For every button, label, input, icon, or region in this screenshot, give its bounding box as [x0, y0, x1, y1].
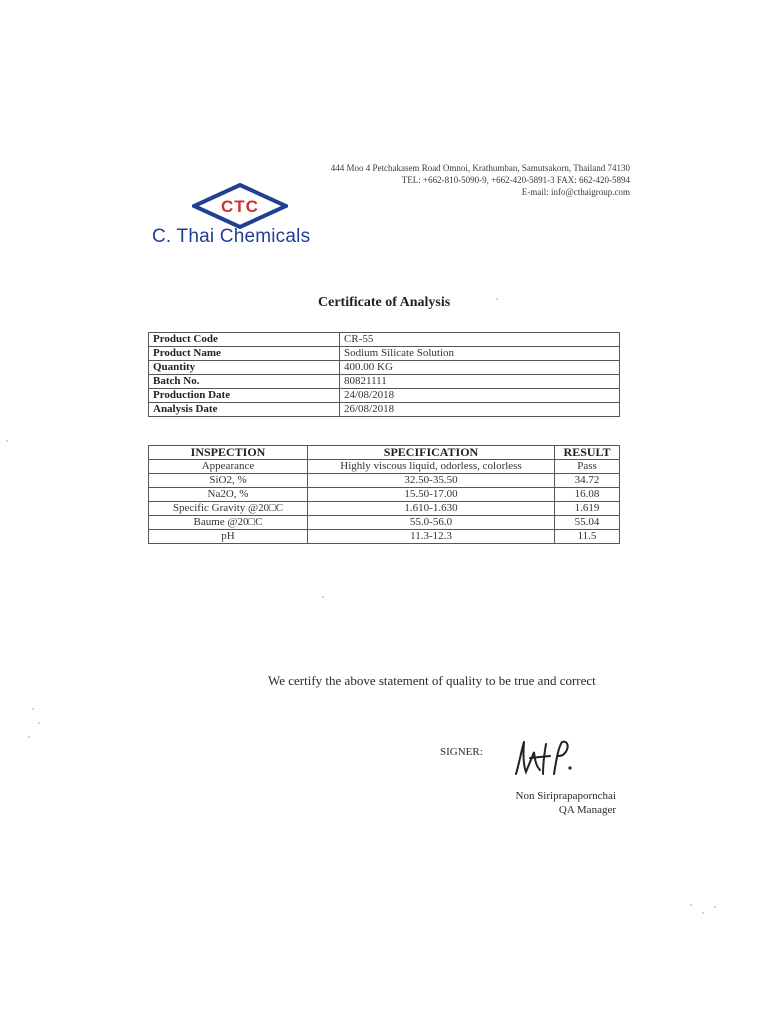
product-info-row	[149, 361, 620, 375]
spec-inspection-cell: Baume @20□C	[149, 516, 308, 530]
signer-position: QA Manager	[558, 804, 616, 816]
company-name: C. Thai Chemicals	[152, 226, 311, 247]
header-result: RESULT	[555, 446, 620, 460]
spec-table-row	[149, 502, 620, 516]
spec-table-header	[149, 446, 620, 460]
product-info-row	[149, 333, 620, 347]
contact-phone-fax: TEL: +662-810-5090-9, +662-420-5891-3 FAX: 662-420-5894	[401, 175, 630, 185]
scan-speck	[28, 736, 30, 738]
signer-info	[516, 789, 617, 817]
scan-speck	[322, 596, 324, 598]
signer-label: SIGNER:	[440, 746, 483, 758]
spec-result-cell: 55.04	[555, 516, 620, 530]
product-info-label: Analysis Date	[149, 403, 340, 417]
scan-speck	[6, 440, 8, 442]
document-title: Certificate of Analysis	[318, 295, 451, 310]
header-specification: SPECIFICATION	[308, 446, 555, 460]
spec-specification-cell: 55.0-56.0	[308, 516, 555, 530]
product-info-row	[149, 403, 620, 417]
spec-specification-cell: Highly viscous liquid, odorless, colorless	[308, 460, 555, 474]
spec-result-cell: 1.619	[555, 502, 620, 516]
product-info-label: Production Date	[149, 389, 340, 403]
spec-result-cell: 16.08	[555, 488, 620, 502]
spec-inspection-cell: Na2O, %	[149, 488, 308, 502]
product-info-value: 26/08/2018	[340, 403, 620, 417]
certification-statement: We certify the above statement of quality to be true and correct	[268, 673, 596, 688]
product-info-value: 24/08/2018	[340, 389, 620, 403]
spec-inspection-cell: Appearance	[149, 460, 308, 474]
product-info-label: Batch No.	[149, 375, 340, 389]
scan-speck	[496, 298, 498, 300]
product-info-value: 80821111	[340, 375, 620, 389]
spec-table-row	[149, 474, 620, 488]
product-info-value: CR-55	[340, 333, 620, 347]
product-info-row	[149, 347, 620, 361]
scan-speck	[702, 912, 704, 914]
scan-speck	[690, 904, 692, 906]
scan-speck	[38, 722, 40, 724]
ctc-logo-icon	[192, 183, 288, 229]
product-info-value: 400.00 KG	[340, 361, 620, 375]
contact-email: E-mail: info@cthaigroup.com	[521, 187, 630, 197]
signature-icon	[510, 734, 580, 780]
company-address	[270, 162, 630, 198]
spec-table	[148, 445, 620, 544]
address-line: 444 Moo 4 Petchakasem Road Omnoi, Krathumban, Samutsakorn, Thailand 74130	[330, 163, 630, 173]
spec-table-row	[149, 488, 620, 502]
scan-speck	[32, 708, 34, 710]
spec-inspection-cell: pH	[149, 530, 308, 544]
signer-name: Non Siriprapapornchai	[515, 790, 616, 802]
spec-inspection-cell: SiO2, %	[149, 474, 308, 488]
spec-result-cell: Pass	[555, 460, 620, 474]
product-info-label: Product Code	[149, 333, 340, 347]
spec-specification-cell: 32.50-35.50	[308, 474, 555, 488]
spec-inspection-cell: Specific Gravity @20□C	[149, 502, 308, 516]
logo-text: CTC	[221, 197, 259, 216]
spec-table-row	[149, 460, 620, 474]
product-info-row	[149, 389, 620, 403]
spec-specification-cell: 1.610-1.630	[308, 502, 555, 516]
header-inspection: INSPECTION	[149, 446, 308, 460]
scan-speck	[714, 906, 716, 908]
product-info-label: Product Name	[149, 347, 340, 361]
product-info-label: Quantity	[149, 361, 340, 375]
spec-table-row	[149, 516, 620, 530]
spec-result-cell: 34.72	[555, 474, 620, 488]
spec-table-row	[149, 530, 620, 544]
spec-specification-cell: 15.50-17.00	[308, 488, 555, 502]
spec-result-cell: 11.5	[555, 530, 620, 544]
spec-specification-cell: 11.3-12.3	[308, 530, 555, 544]
product-info-value: Sodium Silicate Solution	[340, 347, 620, 361]
product-info-table	[148, 332, 620, 417]
product-info-row	[149, 375, 620, 389]
